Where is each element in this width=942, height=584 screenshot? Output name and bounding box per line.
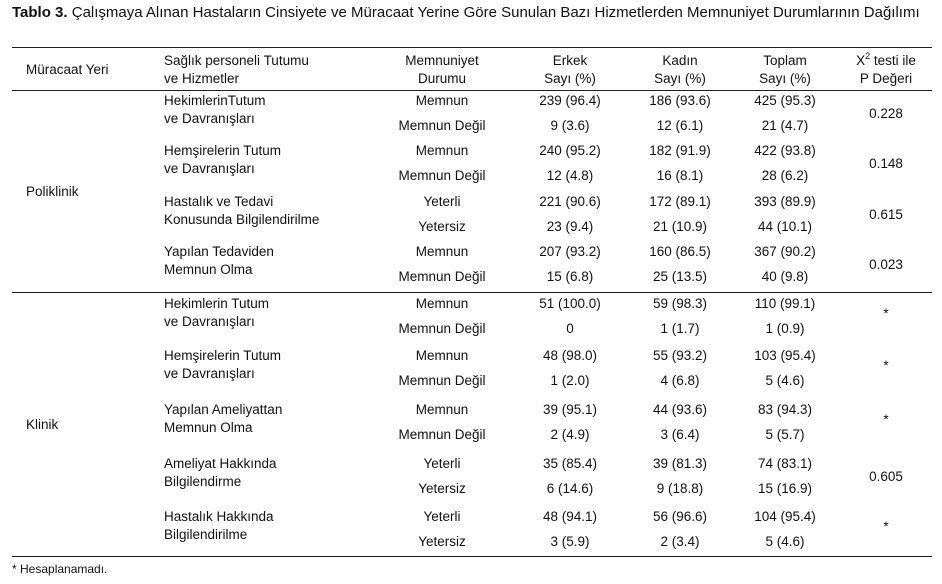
toplam-value: 5 (4.6) [765,373,805,388]
p-value: 0.615 [869,207,903,222]
p-value: 0.605 [869,469,903,484]
service-label-line2: Bilgilendirme [164,474,242,489]
service-label-line2: Memnun Olma [164,420,253,435]
memnuniyet-status: Yetersiz [418,219,466,234]
toplam-value: 44 (10.1) [757,219,813,234]
memnuniyet-status: Memnun [415,296,469,311]
service-label-line1: Hekimlerin Tutum [164,296,270,311]
toplam-value: 5 (5.7) [765,427,805,442]
erkek-value: 12 (4.8) [546,168,594,183]
memnuniyet-status: Yetersiz [418,534,466,549]
p-value: * [883,412,889,427]
erkek-value: 15 (6.8) [546,269,594,284]
header-memnuniyet-1: Memnuniyet [405,53,479,68]
group-divider-rule [12,292,932,293]
toplam-value: 21 (4.7) [761,118,809,133]
toplam-value: 367 (90.2) [754,244,816,259]
toplam-value: 28 (6.2) [761,168,809,183]
kadin-value: 4 (6.8) [660,373,700,388]
toplam-value: 103 (95.4) [754,348,816,363]
memnuniyet-status: Yeterli [423,509,461,524]
erkek-value: 35 (85.4) [542,456,598,471]
header-memnuniyet-2: Durumu [417,71,466,86]
p-value: * [883,358,889,373]
service-label-line1: Hemşirelerin Tutum [164,348,282,363]
toplam-value: 74 (83.1) [757,456,813,471]
kadin-value: 1 (1.7) [660,321,700,336]
p-value: 0.023 [869,257,903,272]
toplam-value: 1 (0.9) [765,321,805,336]
bottom-rule [12,556,932,557]
service-label-line1: HekimlerinTutum [164,93,266,108]
header-chi-2: P Değeri [859,71,913,86]
kadin-value: 21 (10.9) [652,219,708,234]
kadin-value: 55 (93.2) [652,348,708,363]
memnuniyet-status: Memnun [415,143,469,158]
erkek-value: 48 (98.0) [542,348,598,363]
service-label-line2: Bilgilendirilme [164,527,248,542]
kadin-value: 12 (6.1) [656,118,704,133]
header-chi-1 [840,52,932,69]
service-label-line1: Hastalık Hakkında [164,509,274,524]
service-label-line2: Konusunda Bilgilendirilme [164,212,320,227]
memnuniyet-status: Memnun Değil [398,168,486,183]
header-chi-x: X [856,53,866,68]
toplam-value: 393 (89.9) [754,194,816,209]
erkek-value: 23 (9.4) [546,219,594,234]
muracaat-yeri-label: Klinik [26,417,59,432]
service-label-line2: ve Davranışları [164,366,255,381]
header-chi-sup: 2 [865,51,871,61]
toplam-value: 425 (95.3) [754,93,816,108]
erkek-value: 2 (4.9) [550,427,590,442]
kadin-value: 16 (8.1) [656,168,704,183]
service-label-line2: ve Davranışları [164,161,255,176]
header-erkek-1: Erkek [552,53,588,68]
erkek-value: 0 [566,321,574,336]
erkek-value: 3 (5.9) [550,534,590,549]
toplam-value: 104 (95.4) [754,509,816,524]
memnuniyet-status: Memnun Değil [398,321,486,336]
table-title: Çalışmaya Alınan Hastaların Cinsiyete ve Müracaat Yerine Göre Sunulan Bazı Hizmetlerden Memnuniyet Durumlarının Dağılımı [67,4,920,21]
erkek-value: 6 (14.6) [546,481,594,496]
header-muracaat: Müracaat Yeri [26,62,109,77]
kadin-value: 2 (3.4) [660,534,700,549]
header-rule [12,90,932,91]
erkek-value: 221 (90.6) [539,194,601,209]
kadin-value: 25 (13.5) [652,269,708,284]
toplam-value: 83 (94.3) [757,402,813,417]
kadin-value: 160 (86.5) [649,244,711,259]
kadin-value: 56 (96.6) [652,509,708,524]
erkek-value: 48 (94.1) [542,509,598,524]
table-caption [12,4,932,22]
toplam-value: 15 (16.9) [757,481,813,496]
memnuniyet-status: Memnun Değil [398,118,486,133]
erkek-value: 9 (3.6) [550,118,590,133]
header-saglik-2: ve Hizmetler [164,71,240,86]
kadin-value: 44 (93.6) [652,402,708,417]
erkek-value: 1 (2.0) [550,373,590,388]
service-label-line1: Yapılan Tedaviden [164,244,274,259]
footnote: * Hesaplanamadı. [12,562,108,576]
p-value: 0.148 [869,156,903,171]
service-label-line1: Ameliyat Hakkında [164,456,277,471]
service-label-line1: Hastalık ve Tedavi [164,194,274,209]
memnuniyet-status: Yeterli [423,456,461,471]
kadin-value: 3 (6.4) [660,427,700,442]
toplam-value: 5 (4.6) [765,534,805,549]
erkek-value: 207 (93.2) [539,244,601,259]
erkek-value: 239 (96.4) [539,93,601,108]
service-label-line2: Memnun Olma [164,262,253,277]
kadin-value: 39 (81.3) [652,456,708,471]
kadin-value: 59 (98.3) [652,296,708,311]
header-kadin-1: Kadın [662,53,698,68]
header-saglik-1: Sağlık personeli Tutumu [164,53,309,68]
p-value: * [883,519,889,534]
memnuniyet-status: Memnun [415,244,469,259]
erkek-value: 240 (95.2) [539,143,601,158]
memnuniyet-status: Memnun Değil [398,427,486,442]
top-rule [12,47,932,48]
table-label: Tablo 3. [12,4,68,21]
erkek-value: 51 (100.0) [539,296,601,311]
service-label-line2: ve Davranışları [164,314,255,329]
kadin-value: 172 (89.1) [649,194,711,209]
header-kadin-2: Sayı (%) [654,71,706,86]
service-label-line2: ve Davranışları [164,111,255,126]
kadin-value: 9 (18.8) [656,481,704,496]
toplam-value: 422 (93.8) [754,143,816,158]
erkek-value: 39 (95.1) [542,402,598,417]
header-chi-rest: testi ile [870,53,916,68]
header-toplam-2: Sayı (%) [759,71,811,86]
memnuniyet-status: Memnun [415,348,469,363]
memnuniyet-status: Memnun [415,93,469,108]
header-toplam-1: Toplam [763,53,807,68]
toplam-value: 110 (99.1) [754,296,816,311]
memnuniyet-status: Memnun [415,402,469,417]
memnuniyet-status: Memnun Değil [398,373,486,388]
service-label-line1: Yapılan Ameliyattan [164,402,283,417]
p-value: 0.228 [869,106,903,121]
memnuniyet-status: Memnun Değil [398,269,486,284]
header-erkek-2: Sayı (%) [544,71,596,86]
p-value: * [883,306,889,321]
kadin-value: 186 (93.6) [649,93,711,108]
kadin-value: 182 (91.9) [649,143,711,158]
service-label-line1: Hemşirelerin Tutum [164,143,282,158]
muracaat-yeri-label: Poliklinik [26,184,79,199]
memnuniyet-status: Yetersiz [418,481,466,496]
toplam-value: 40 (9.8) [761,269,809,284]
memnuniyet-status: Yeterli [423,194,461,209]
